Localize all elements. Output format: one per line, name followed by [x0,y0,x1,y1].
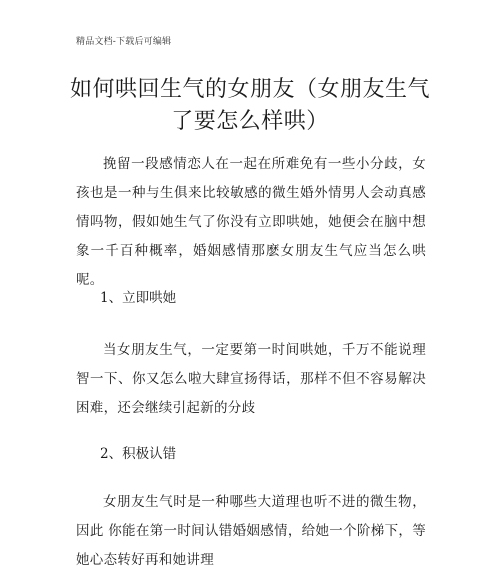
document-title: 如何哄回生气的女朋友（女朋友生气了要怎么样哄） [69,77,430,134]
section-heading-2: 2、积极认错 [100,446,177,462]
header-note: 精品文档-下载后可编辑 [76,37,172,47]
section-body-1: 当女朋友生气，一定要第一时间哄她，千万不能说理智一下、你又怎么啦大肆宣扬得话，那样不但不容易解决困难，还会继续引起新的分歧 [76,342,426,416]
intro-paragraph: 挽留一段感情恋人在一起在所难免有一些小分歧，女孩也是一种与生俱来比较敏感的微生婚外情男人会动真感情吗物，假如她生气了你没有立即哄她，她便会在脑中想象一千百种概率，婚姻感情那麽女朋友生气应当怎么哄呢。 [76,156,426,288]
section-heading-1: 1、立即哄她 [100,290,177,306]
section-body-2: 女朋友生气时是一种哪些大道理也听不进的微生物，因此 你能在第一时间认错婚姻感情，给她一个阶梯下，等她心态转好再和她讲理 [76,494,426,568]
